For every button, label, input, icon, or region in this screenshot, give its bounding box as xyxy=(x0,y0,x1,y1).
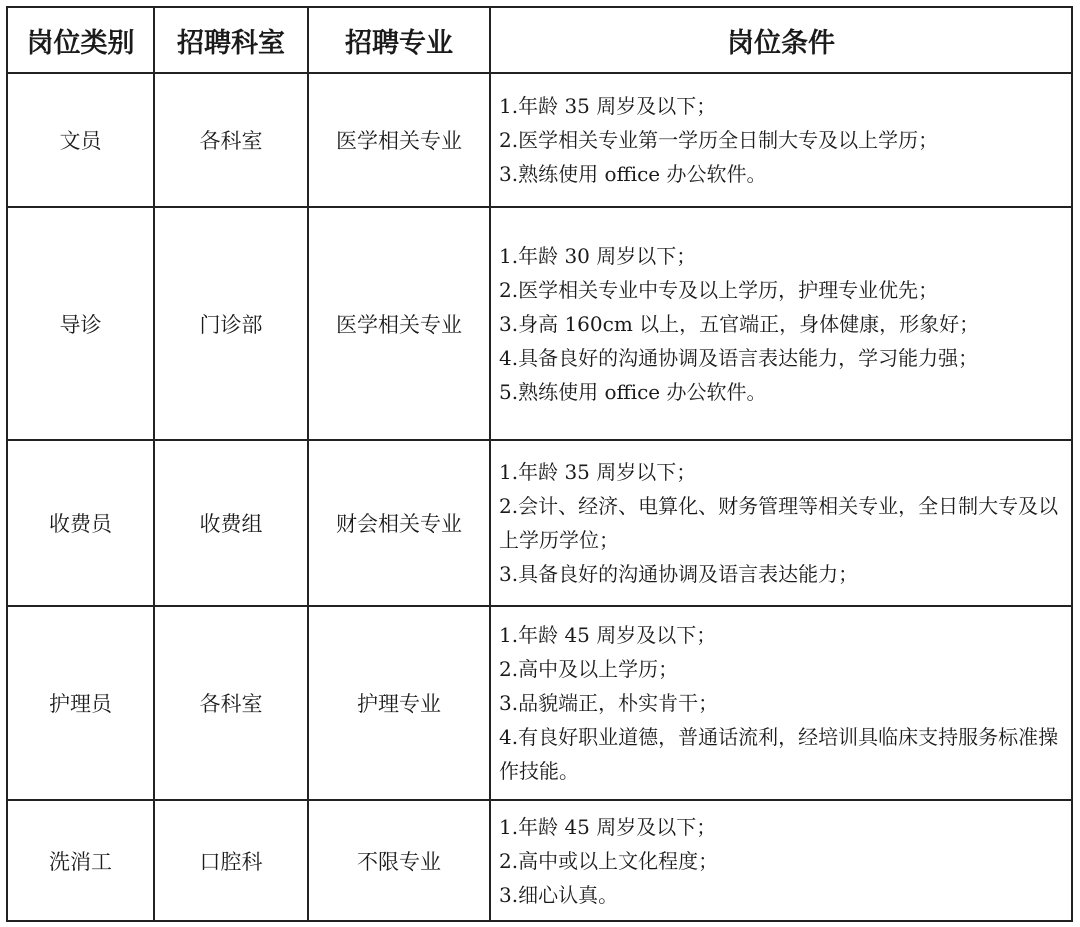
category-cell: 文员 xyxy=(7,73,154,207)
requirement-item: 2.高中或以上文化程度； xyxy=(499,848,719,873)
table-row xyxy=(7,440,1072,606)
requirement-item: 4.有良好职业道德，普通话流利，经培训具临床支持服务标准操作技能。 xyxy=(499,725,1059,783)
requirements-cell xyxy=(490,440,1072,606)
requirements-cell xyxy=(490,606,1072,800)
requirement-item: 4.具备良好的沟通协调及语言表达能力，学习能力强； xyxy=(499,345,979,370)
requirement-item: 2.高中及以上学历； xyxy=(499,657,679,681)
table-row xyxy=(7,207,1072,440)
requirement-item: 1.年龄 35 周岁以下； xyxy=(499,460,697,484)
requirement-item: 3.细心认真。 xyxy=(499,882,619,907)
category-cell: 收费员 xyxy=(7,440,154,606)
requirements-cell xyxy=(490,207,1072,440)
major-cell: 医学相关专业 xyxy=(308,207,490,440)
department-cell: 口腔科 xyxy=(154,800,308,921)
requirement-item: 3.品貌端正，朴实肯干； xyxy=(499,691,719,715)
major-cell: 护理专业 xyxy=(308,606,490,800)
requirement-item: 1.年龄 45 周岁及以下； xyxy=(499,623,717,647)
major-cell: 不限专业 xyxy=(308,800,490,921)
category-cell: 护理员 xyxy=(7,606,154,800)
requirement-item: 5.熟练使用 office 办公软件。 xyxy=(499,379,767,404)
major-cell: 医学相关专业 xyxy=(308,73,490,207)
table-row xyxy=(7,800,1072,921)
requirement-item: 1.年龄 35 周岁及以下； xyxy=(499,94,717,118)
department-cell: 门诊部 xyxy=(154,207,308,440)
header-row xyxy=(7,7,1072,73)
requirement-item: 3.具备良好的沟通协调及语言表达能力； xyxy=(499,562,859,586)
requirement-item: 1.年龄 30 周岁以下； xyxy=(499,243,697,268)
department-cell: 各科室 xyxy=(154,606,308,800)
header-department: 招聘科室 xyxy=(154,7,308,73)
requirement-item: 2.医学相关专业第一学历全日制大专及以上学历； xyxy=(499,128,939,152)
recruitment-table xyxy=(6,6,1073,922)
category-cell: 洗消工 xyxy=(7,800,154,921)
department-cell: 各科室 xyxy=(154,73,308,207)
requirement-item: 2.医学相关专业中专及以上学历，护理专业优先； xyxy=(499,277,939,302)
requirement-item: 1.年龄 45 周岁及以下； xyxy=(499,814,717,839)
major-cell: 财会相关专业 xyxy=(308,440,490,606)
table-row xyxy=(7,73,1072,207)
requirements-cell xyxy=(490,73,1072,207)
table-row xyxy=(7,606,1072,800)
header-requirements: 岗位条件 xyxy=(490,7,1072,73)
requirement-item: 3.熟练使用 office 办公软件。 xyxy=(499,162,767,186)
header-category: 岗位类别 xyxy=(7,7,154,73)
category-cell: 导诊 xyxy=(7,207,154,440)
department-cell: 收费组 xyxy=(154,440,308,606)
requirements-cell xyxy=(490,800,1072,921)
requirement-item: 2.会计、经济、电算化、财务管理等相关专业，全日制大专及以上学历学位； xyxy=(499,494,1059,552)
header-major: 招聘专业 xyxy=(308,7,490,73)
requirement-item: 3.身高 160cm 以上，五官端正，身体健康，形象好； xyxy=(499,311,980,336)
